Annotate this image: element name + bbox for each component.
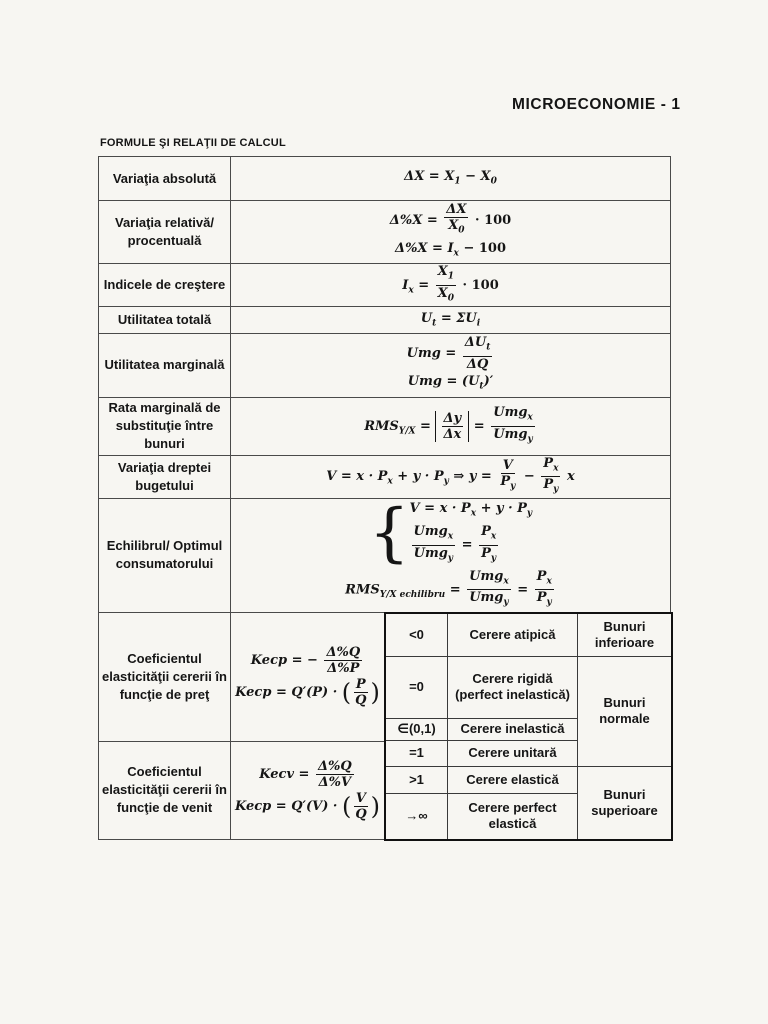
- label-rata-marginala: Rata marginală de substituţie între bunuri: [99, 397, 231, 455]
- elasticity-type: Cerere perfect elastică: [448, 793, 578, 839]
- formula-rata-marginala: $RMS_{Y/X}$ = $\frac{\Delta y}{\Delta x}$ = Umg$_x$ Umg$_y$: [231, 397, 671, 455]
- row-indicele-crestere: [99, 264, 671, 307]
- label-indicele-crestere: Indicele de creştere: [99, 264, 231, 307]
- elasticity-value: →∞: [386, 793, 448, 839]
- elasticity-row: [386, 766, 672, 793]
- elasticity-table: [385, 613, 672, 840]
- elasticity-cell: [385, 612, 671, 840]
- formula-echilibrul: { $V = x \cdot P_x + y \cdot P_y$ Umg$_x$ Umg$_y$ = $\frac{P_x}{P_y}$ $RMS_{Y/X echilibru}$ = Umg$_x$ Umg$_y$ = $\frac{P_x}{P_y}$: [231, 498, 671, 612]
- formula-variatia-relativa: Δ%X = $\frac{\Delta X}{X_0}$ · 100 $\Delta\%X = I_x - 100$: [231, 201, 671, 264]
- row-variatia-absoluta: [99, 157, 671, 201]
- formula-elasticitate-venit: Kecv = $\frac{\Delta\%Q}{\Delta\%V}$ Kecp = Q′(V) · ( $\frac{V}{Q}$ ): [231, 741, 385, 840]
- row-variatia-dreptei: [99, 455, 671, 498]
- elasticity-value: >1: [386, 766, 448, 793]
- elasticity-type: Cerere inelastică: [448, 718, 578, 740]
- page-title: MICROECONOMIE - 1: [512, 96, 681, 113]
- section-title: FORMULE ŞI RELAŢII DE CALCUL: [100, 137, 286, 149]
- elasticity-value: <0: [386, 613, 448, 656]
- elasticity-value: ∈(0,1): [386, 718, 448, 740]
- row-elasticitate-pret: [99, 612, 671, 741]
- elasticity-row: [386, 656, 672, 718]
- elasticity-type: Cerere unitară: [448, 740, 578, 766]
- label-utilitatea-totala: Utilitatea totală: [99, 307, 231, 334]
- elasticity-value: =0: [386, 656, 448, 718]
- row-echilibrul: [99, 498, 671, 612]
- row-utilitatea-totala: [99, 307, 671, 334]
- row-utilitatea-marginala: [99, 334, 671, 397]
- group-bunuri-superioare: Bunuri superioare: [578, 766, 672, 839]
- formula-variatia-dreptei: $V = x \cdot P_x + y \cdot P_y$ ⇒ y = $\frac{V}{P_y}$ − $\frac{P_x}{P_y}$ x: [231, 455, 671, 498]
- label-variatia-dreptei: Variaţia dreptei bugetului: [99, 455, 231, 498]
- label-elasticitate-pret: Coeficientul elasticităţii cererii în funcţie de preţ: [99, 612, 231, 741]
- formula-variatia-absoluta: $\Delta X = X_1 - X_0$: [231, 157, 671, 201]
- elasticity-row: [386, 613, 672, 656]
- group-bunuri-inferioare: Bunuri inferioare: [578, 613, 672, 656]
- label-variatia-relativa: Variaţia relativă/ procentuală: [99, 201, 231, 264]
- formula-indicele-crestere: $I_x$ = $\frac{X_1}{X_0}$ · 100: [231, 264, 671, 307]
- label-variatia-absoluta: Variaţia absolută: [99, 157, 231, 201]
- group-bunuri-normale: Bunuri normale: [578, 656, 672, 766]
- formula-utilitatea-totala: $U_t = \Sigma U_i$: [231, 307, 671, 334]
- elasticity-type: Cerere atipică: [448, 613, 578, 656]
- formula-elasticitate-pret: Kecp = − $\frac{\Delta\%Q}{\Delta\%P}$ Kecp = Q′(P) · ( $\frac{P}{Q}$ ): [231, 612, 385, 741]
- elasticity-type: Cerere elastică: [448, 766, 578, 793]
- equation-system: { $V = x \cdot P_x + y \cdot P_y$ Umg$_x$ Umg$_y$ = $\frac{P_x}{P_y}$: [368, 496, 533, 571]
- row-rata-marginala: [99, 397, 671, 455]
- elasticity-value: =1: [386, 740, 448, 766]
- row-variatia-relativa: [99, 201, 671, 264]
- label-echilibrul: Echilibrul/ Optimul consumatorului: [99, 498, 231, 612]
- elasticity-type: Cerere rigidă (perfect inelastică): [448, 656, 578, 718]
- formula-table: [98, 156, 671, 840]
- label-elasticitate-venit: Coeficientul elasticităţii cererii în funcţie de venit: [99, 741, 231, 840]
- formula-utilitatea-marginala: Umg = $\Delta U_t$ ΔQ Umg = $(U_t)'$: [231, 334, 671, 397]
- label-utilitatea-marginala: Utilitatea marginală: [99, 334, 231, 397]
